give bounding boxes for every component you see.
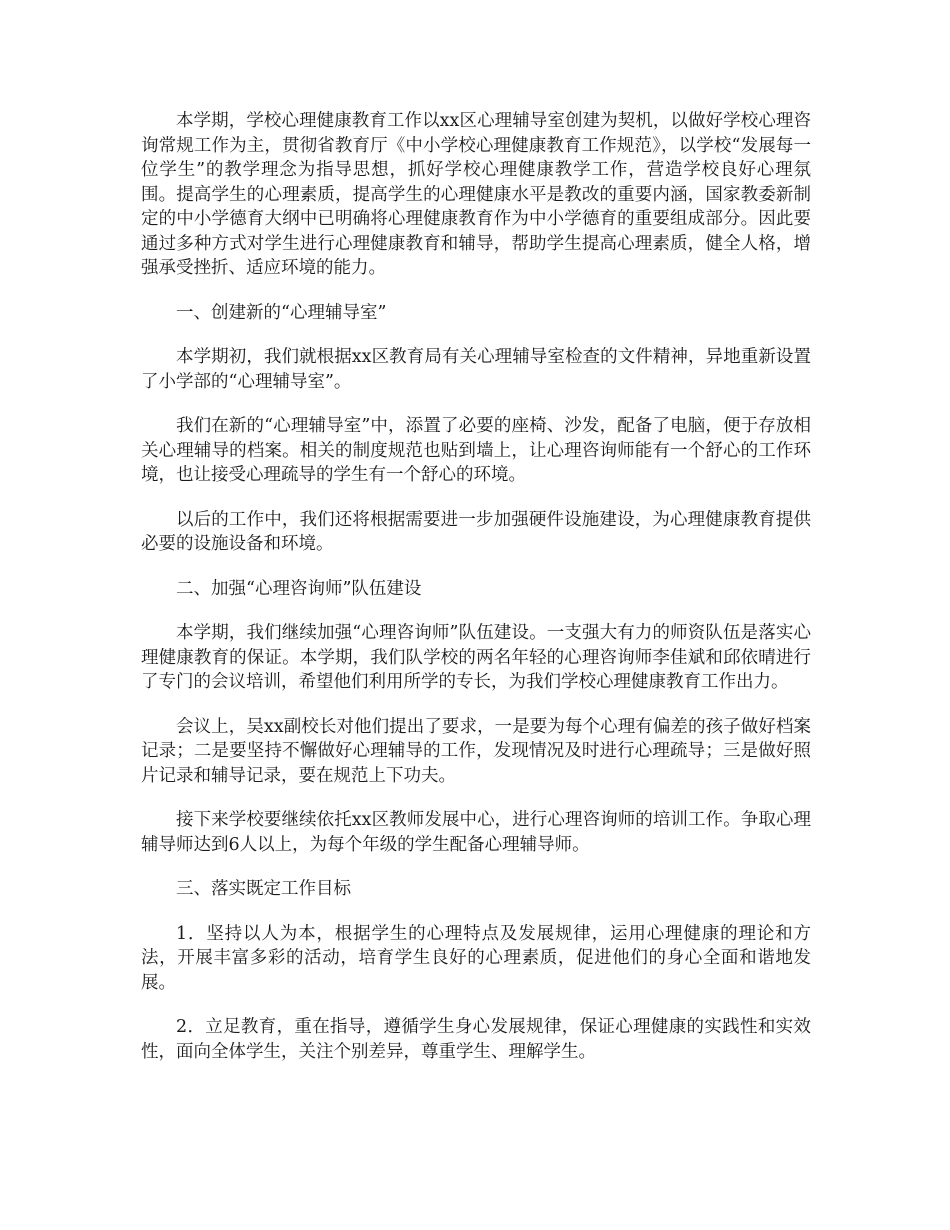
- document-body: [141, 109, 811, 1084]
- body-paragraph: 本学期，我们继续加强“心理咨询师”队伍建设。一支强大有力的师资队伍是落实心理健康教育的保证。本学期，我们队学校的两名年轻的心理咨询师李佳斌和邱依晴进行了专门的会议培训，希望他们利用所学的专长，为我们学校心理健康教育工作出力。: [141, 623, 811, 692]
- body-paragraph: 接下来学校要继续依托xx区教师发展中心，进行心理咨询师的培训工作。争取心理辅导师达到6人以上，为每个年级的学生配备心理辅导师。: [141, 810, 811, 855]
- intro-paragraph: 本学期，学校心理健康教育工作以xx区心理辅导室创建为契机，以做好学校心理咨询常规工作为主，贯彻省教育厅《中小学校心理健康教育工作规范》，以学校“发展每一位学生”的教学理念为指导思想，抓好学校心理健康教学工作，营造学校良好心理氛围。提高学生的心理素质，提高学生的心理健康水平是教改的重要内涵，国家教委新制定的中小学德育大纲中已明确将心理健康教育作为中小学德育的重要组成部分。因此要通过多种方式对学生进行心理健康教育和辅导，帮助学生提高心理素质，健全人格，增强承受挫折、适应环境的能力。: [141, 111, 811, 278]
- section-heading-2: 二、加强“心理咨询师”队伍建设: [176, 578, 422, 599]
- body-paragraph: 以后的工作中，我们还将根据需要进一步加强硬件设施建设，为心理健康教育提供必要的设施设备和环境。: [141, 509, 811, 554]
- body-paragraph: 会议上，吴xx副校长对他们提出了要求，一是要为每个心理有偏差的孩子做好档案记录；二是要坚持不懈做好心理辅导的工作，发现情况及时进行心理疏导；三是做好照片记录和辅导记录，要在规范上下功夫。: [141, 716, 811, 786]
- section-heading-3: 三、落实既定工作目标: [176, 879, 351, 899]
- section-heading-1: 一、创建新的“心理辅导室”: [176, 302, 387, 323]
- list-item-2: 2．立足教育，重在指导，遵循学生身心发展规律，保证心理健康的实践性和实效性，面向全体学生，关注个别差异，尊重学生、理解学生。: [141, 1017, 811, 1062]
- body-paragraph: 我们在新的“心理辅导室”中，添置了必要的座椅、沙发，配备了电脑，便于存放相关心理辅导的档案。相关的制度规范也贴到墙上，让心理咨询师能有一个舒心的工作环境，也让接受心理疏导的学生有一个舒心的环境。: [141, 416, 811, 485]
- body-paragraph: 本学期初，我们就根据xx区教育局有关心理辅导室检查的文件精神，异地重新设置了小学部的“心理辅导室”。: [141, 347, 811, 392]
- list-item-1: 1．坚持以人为本，根据学生的心理特点及发展规律，运用心理健康的理论和方法，开展丰富多彩的活动，培育学生良好的心理素质，促进他们的身心全面和谐地发展。: [141, 923, 811, 993]
